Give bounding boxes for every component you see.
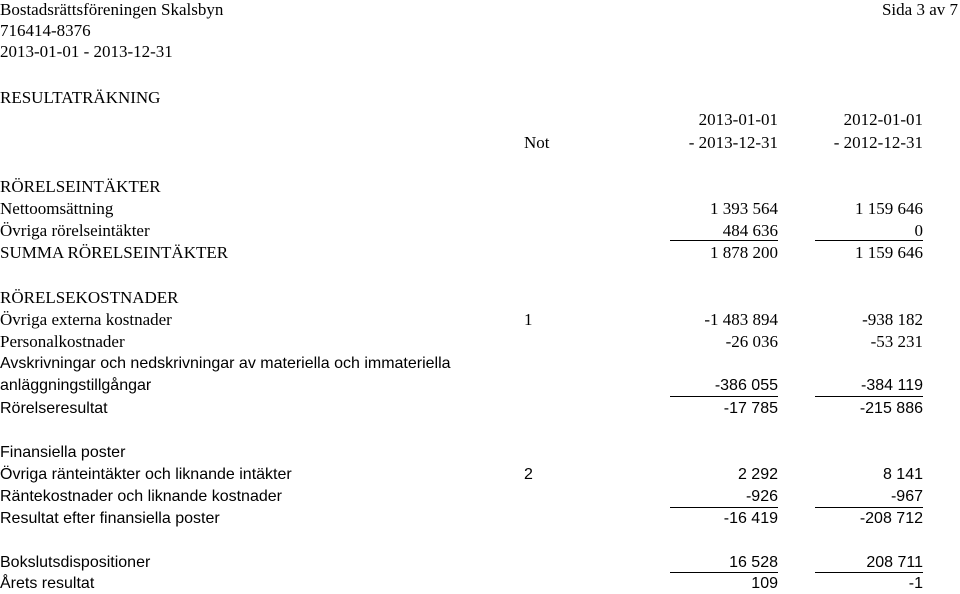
- row-label: Årets resultat: [0, 575, 95, 592]
- section-heading-revenue: RÖRELSEINTÄKTER: [0, 177, 161, 196]
- report-title: RESULTATRÄKNING: [0, 88, 161, 107]
- row-label: SUMMA RÖRELSEINTÄKTER: [0, 243, 229, 262]
- subtotal-rule: [815, 240, 923, 241]
- section-heading-costs: RÖRELSEKOSTNADER: [0, 288, 179, 307]
- section-heading-financial: Finansiella poster: [0, 444, 126, 461]
- current-year-value: 1 393 564: [710, 199, 778, 218]
- previous-year-value: 0: [914, 221, 923, 240]
- subtotal-rule: [815, 507, 923, 508]
- current-year-value: -16 419: [723, 510, 778, 527]
- row-label: Rörelseresultat: [0, 400, 108, 417]
- current-year-value: -17 785: [723, 400, 778, 417]
- previous-year-value: -938 182: [862, 310, 923, 329]
- current-year-value: 109: [751, 575, 778, 592]
- row-label: Resultat efter finansiella poster: [0, 510, 220, 527]
- row-label: Nettoomsättning: [0, 199, 114, 218]
- note-reference: 1: [524, 310, 533, 329]
- previous-year-value: -384 119: [861, 377, 923, 394]
- subtotal-rule: [670, 396, 778, 397]
- previous-year-value: 8 141: [882, 466, 923, 483]
- previous-year-value: -1: [908, 575, 923, 592]
- current-year-value: 16 528: [729, 554, 778, 571]
- row-label: Övriga externa kostnader: [0, 310, 172, 329]
- subtotal-rule: [670, 507, 778, 508]
- previous-year-header-start: 2012-01-01: [843, 110, 923, 129]
- current-year-header-end: - 2013-12-31: [688, 133, 778, 152]
- row-label: Övriga ränteintäkter och liknande intäkter: [0, 466, 292, 483]
- organization-name: Bostadsrättsföreningen Skalsbyn: [0, 0, 224, 19]
- previous-year-value: -967: [890, 488, 923, 505]
- subtotal-rule: [815, 572, 923, 573]
- row-label: anläggningstillgångar: [0, 377, 152, 394]
- current-year-value: 2 292: [737, 466, 778, 483]
- subtotal-rule: [670, 572, 778, 573]
- row-label: Övriga rörelseintäkter: [0, 221, 150, 240]
- row-label: Bokslutsdispositioner: [0, 554, 151, 571]
- previous-year-value: -215 886: [859, 400, 923, 417]
- previous-year-value: -53 231: [870, 332, 923, 351]
- current-year-value: 1 878 200: [710, 243, 778, 262]
- current-year-header-start: 2013-01-01: [698, 110, 778, 129]
- organization-number: 716414-8376: [0, 21, 91, 40]
- current-year-value: 484 636: [722, 221, 778, 240]
- previous-year-value: 1 159 646: [855, 199, 923, 218]
- current-year-value: -1 483 894: [704, 310, 778, 329]
- subtotal-rule: [815, 396, 923, 397]
- fiscal-period: 2013-01-01 - 2013-12-31: [0, 42, 173, 61]
- previous-year-header-end: - 2012-12-31: [833, 133, 923, 152]
- note-reference: 2: [524, 466, 533, 483]
- previous-year-value: -208 712: [859, 510, 923, 527]
- note-column-header: Not: [524, 133, 550, 152]
- row-label: Avskrivningar och nedskrivningar av materiella och immateriella: [0, 355, 451, 372]
- current-year-value: -926: [745, 488, 778, 505]
- previous-year-value: 208 711: [866, 554, 923, 571]
- current-year-value: -26 036: [725, 332, 778, 351]
- current-year-value: -386 055: [714, 377, 778, 394]
- previous-year-value: 1 159 646: [855, 243, 923, 262]
- subtotal-rule: [670, 240, 778, 241]
- page-number: Sida 3 av 7: [881, 0, 958, 19]
- row-label: Räntekostnader och liknande kostnader: [0, 488, 282, 505]
- row-label: Personalkostnader: [0, 332, 125, 351]
